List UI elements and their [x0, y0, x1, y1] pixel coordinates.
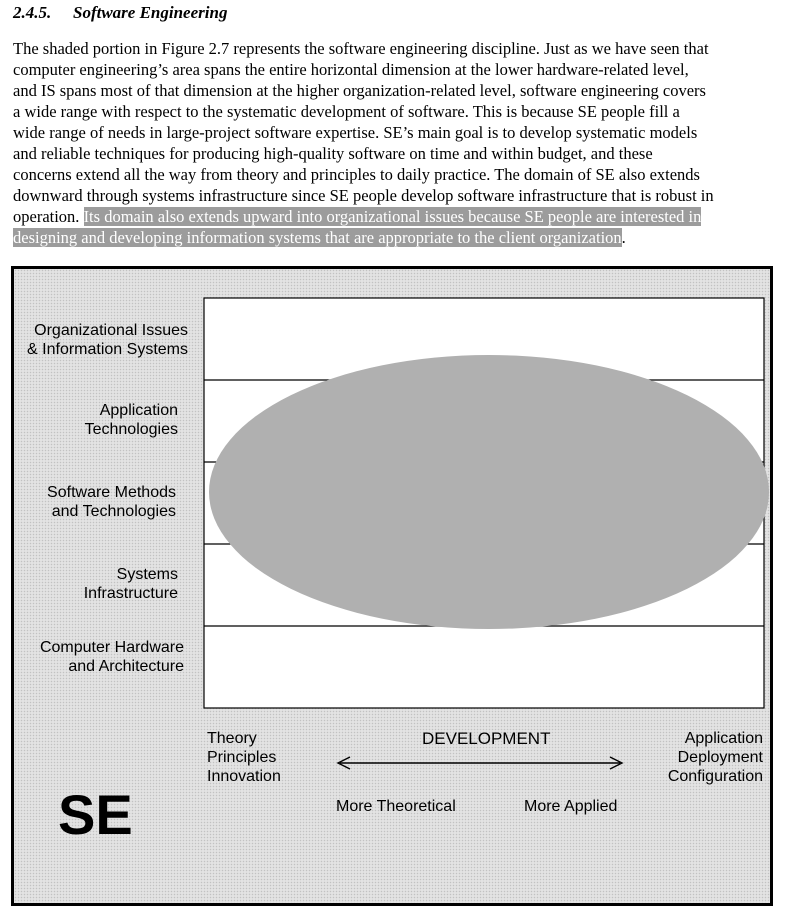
row-label-hardware	[14, 638, 184, 676]
paragraph-line: concerns extend all the way from theory and principles to daily practice. The domain of SE also extends	[13, 165, 700, 184]
configuration-label: Configuration	[667, 768, 763, 785]
row-label-line: and Architecture	[68, 658, 184, 675]
paragraph-line: The shaded portion in Figure 2.7 represents the software engineering discipline. Just as we have seen that	[13, 39, 709, 58]
figure-2-7	[11, 266, 773, 906]
se-label: SE	[58, 783, 133, 846]
row-label-systems	[14, 565, 178, 603]
row-label-line: & Information Systems	[27, 341, 188, 358]
paragraph-line: wide range of needs in large-project software expertise. SE’s main goal is to develop systematic models	[13, 123, 698, 142]
paragraph-line: a wide range with respect to the systematic development of software. This is because SE people fill a	[13, 102, 680, 121]
principles-label: Principles	[207, 749, 277, 766]
se-shaded-region	[209, 355, 769, 629]
section-heading	[13, 3, 227, 23]
row-label-application	[14, 401, 178, 439]
body-paragraph	[13, 38, 793, 248]
paragraph-text: .	[621, 228, 626, 247]
row-label-line: Technologies	[84, 421, 178, 438]
paragraph-line	[13, 227, 793, 248]
paragraph-line	[13, 206, 793, 227]
row-label-line: Infrastructure	[83, 585, 178, 602]
application-labels	[634, 729, 763, 786]
row-label-line: Software Methods	[47, 484, 176, 501]
highlighted-text[interactable]: Its domain also extends upward into organizational issues because SE people are interested in	[83, 207, 702, 226]
row-label-software-methods	[14, 483, 176, 521]
paragraph-line: and IS spans most of that dimension at the higher organization-related level, software engineering covers	[13, 81, 706, 100]
theory-label: Theory	[207, 730, 257, 747]
theory-labels	[207, 729, 281, 786]
more-applied-label: More Applied	[524, 798, 618, 815]
more-theoretical-label: More Theoretical	[336, 798, 456, 815]
development-title: DEVELOPMENT	[422, 729, 551, 748]
row-label-organizational	[14, 321, 188, 359]
deployment-label: Deployment	[677, 749, 763, 766]
row-label-line: Computer Hardware	[39, 639, 184, 656]
innovation-label: Innovation	[207, 768, 281, 785]
paragraph-line: computer engineering’s area spans the entire horizontal dimension at the lower hardware-related level,	[13, 60, 689, 79]
row-label-line: Organizational Issues	[34, 322, 188, 339]
paragraph-line: downward through systems infrastructure since SE people develop software infrastructure that is robust in	[13, 186, 714, 205]
paragraph-line: and reliable techniques for producing high-quality software on time and within budget, and these	[13, 144, 653, 163]
section-title: Software Engineering	[73, 3, 228, 22]
application-label: Application	[684, 730, 763, 747]
row-label-line: Systems	[116, 566, 178, 583]
row-label-line: Application	[99, 402, 178, 419]
highlighted-text[interactable]: designing and developing information systems that are appropriate to the client organization	[13, 228, 622, 247]
row-label-line: and Technologies	[51, 503, 176, 520]
section-number: 2.4.5.	[13, 3, 52, 22]
paragraph-text: operation.	[13, 207, 84, 226]
